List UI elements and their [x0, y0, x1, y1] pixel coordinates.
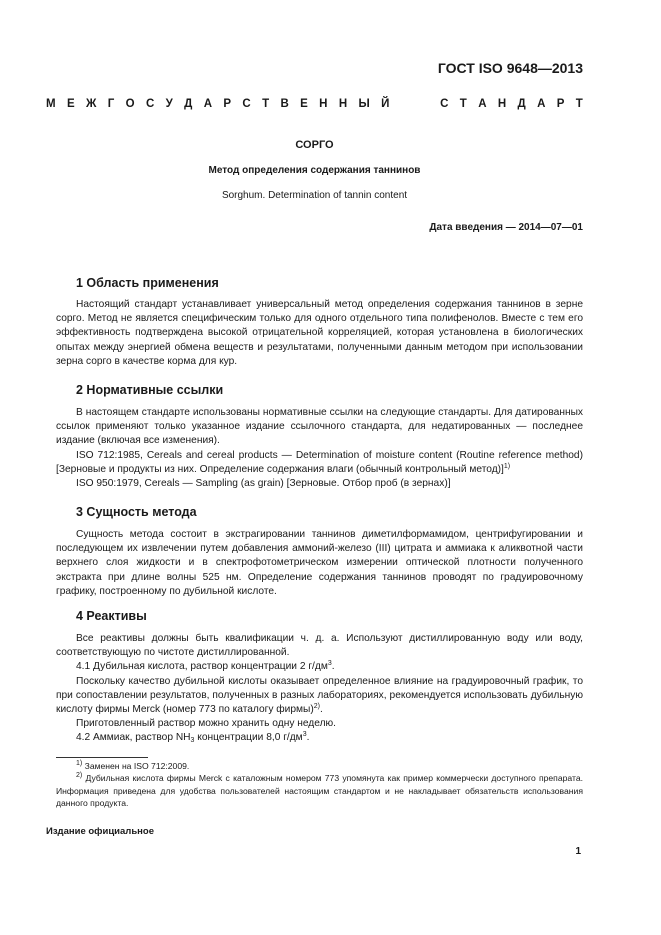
- paragraph: [56, 675, 583, 718]
- banner-letter: Д: [184, 98, 193, 110]
- paragraph: Настоящий стандарт устанавливает универсальный метод определения содержания таннинов в зерне сорго. Метод не является специфическим только для одного отдельного типа полифенолов. Вместе с тем его эффективность подтверждена высокой отрицательной корреляцией, которая установлена в биологических опытах между энергией обмена веществ и результатами, полученными данным методом при использовании зерна сорго в качестве корма для кур.: [56, 299, 583, 367]
- banner-letter: Й: [381, 98, 390, 110]
- standard-title: СОРГО: [295, 139, 334, 151]
- banner-letter: Ы: [358, 98, 370, 110]
- banner-letter: Т: [575, 98, 583, 110]
- text-span: .: [306, 732, 310, 744]
- footnote-divider: [56, 757, 148, 758]
- footnote-text: Заменен на ISO 712:2009.: [82, 761, 190, 771]
- paragraph-reference: ISO 950:1979, Cereals — Sampling (as grain) [Зерновые. Отбор проб (в зернах)]: [76, 478, 451, 490]
- section-heading-3: 3 Сущность метода: [76, 505, 197, 519]
- banner-letter: С: [242, 98, 251, 110]
- footnote-mark: 2): [76, 772, 83, 780]
- official-edition-label: Издание официальное: [46, 826, 154, 837]
- paragraph: Все реактивы должны быть квалификации ч. д. а. Используют дистиллированную воду или воду, соответствующую по чистоте дистиллированной.: [56, 633, 583, 659]
- banner-letter: М: [46, 98, 56, 110]
- section-4-body: [56, 632, 583, 746]
- banner-letter: Н: [497, 98, 507, 110]
- interstate-standard-banner: [46, 98, 583, 110]
- standard-english-title: Sorghum. Determination of tannin content: [221, 190, 408, 201]
- banner-letter: Е: [300, 98, 308, 110]
- section-heading-4: 4 Реактивы: [76, 609, 147, 623]
- banner-letter: А: [537, 98, 546, 110]
- footnote-text: Дубильная кислота фирмы Merck с каталожным номером 773 упомянута как пример коммерчески доступного препарата. Информация приведена для удобства пользователей настоящим стандартом и не накладывает обязательств использования данного продукта.: [56, 773, 583, 808]
- footnote-2: [56, 772, 583, 809]
- paragraph: Сущность метода состоит в экстрагировании таннинов диметилформамидом, центрифугировании и последующем их извлечении путем добавления аммоний-железо (III) цитрата и аммиака к аликвотной части верхнего слоя жидкости и в спектрофотометрическом измерении оптической плотности полученного экстракта при длине волны 525 нм. Определение содержания таннинов проводят по градуировочному графику, построенному по дубильной кислоте.: [56, 529, 583, 597]
- banner-letter: В: [280, 98, 289, 110]
- banner-gap: [401, 98, 429, 110]
- footnote-ref[interactable]: 1): [503, 462, 511, 470]
- banner-letter: А: [203, 98, 213, 110]
- paragraph: [56, 660, 583, 674]
- banner-letter: Р: [223, 98, 232, 110]
- section-3-body: [56, 528, 583, 599]
- text-span: .: [320, 704, 323, 716]
- section-heading-2: 2 Нормативные ссылки: [76, 383, 224, 397]
- footnotes: [56, 760, 583, 809]
- banner-letter: Д: [517, 98, 526, 110]
- banner-letter: Ж: [85, 98, 97, 110]
- paragraph: Приготовленный раствор можно хранить одну неделю.: [76, 718, 336, 730]
- reference-text: ISO 712:1985, Cereals and cereal products — Determination of moisture content (Routine reference method) [Зерновые и продукты из них. Определение содержания влаги (обычный контрольный метод)]: [56, 449, 583, 475]
- effective-date: Дата введения — 2014—07—01: [429, 222, 583, 233]
- banner-letter: Р: [556, 98, 565, 110]
- text-span: 4.2 Аммиак, раствор NH: [76, 732, 191, 744]
- subscript: 3: [190, 737, 195, 745]
- banner-letter: У: [165, 98, 173, 110]
- banner-letter: Е: [66, 98, 75, 110]
- banner-letter: Т: [262, 98, 270, 110]
- banner-letter: Н: [319, 98, 328, 110]
- text-span: Поскольку качество дубильной кислоты оказывает определенное влияние на градуировочный график, то при сопоставлении результатов, полученных в разных лабораториях, рекомендуется использовать дубильную кислоту фирмы Merck (номер 773 по каталогу фирмы): [56, 675, 583, 716]
- banner-letter: С: [440, 98, 449, 110]
- document-code: ГОСТ ISO 9648—2013: [437, 60, 583, 76]
- standard-subtitle: Метод определения содержания таннинов: [208, 165, 421, 176]
- footnote-1: [56, 760, 583, 772]
- text-span: .: [331, 661, 335, 673]
- section-2-body: [56, 406, 583, 491]
- superscript: 3: [302, 731, 307, 739]
- text-span: концентрации 8,0 г/дм: [194, 732, 303, 744]
- banner-letter: Н: [338, 98, 348, 110]
- paragraph: [56, 731, 583, 745]
- footnote-ref[interactable]: 2): [313, 703, 320, 711]
- banner-letter: Т: [459, 98, 467, 110]
- banner-letter: Г: [107, 98, 115, 110]
- banner-letter: О: [125, 98, 135, 110]
- text-span: 4.1 Дубильная кислота, раствор концентрации 2 г/дм: [76, 661, 328, 673]
- section-1-body: [56, 298, 583, 369]
- paragraph: В настоящем стандарте использованы нормативные ссылки на следующие стандарты. Для датированных ссылок применяют только указанное издание ссылочного стандарта, для недатированных — последнее издание (включая все изменения).: [56, 407, 583, 447]
- banner-letter: А: [478, 98, 487, 110]
- paragraph-reference: [56, 449, 583, 477]
- section-heading-1: 1 Область применения: [76, 276, 219, 290]
- banner-letter: С: [145, 98, 155, 110]
- footnote-mark: 1): [76, 760, 83, 767]
- superscript: 3: [327, 660, 332, 668]
- page-number: 1: [575, 846, 581, 857]
